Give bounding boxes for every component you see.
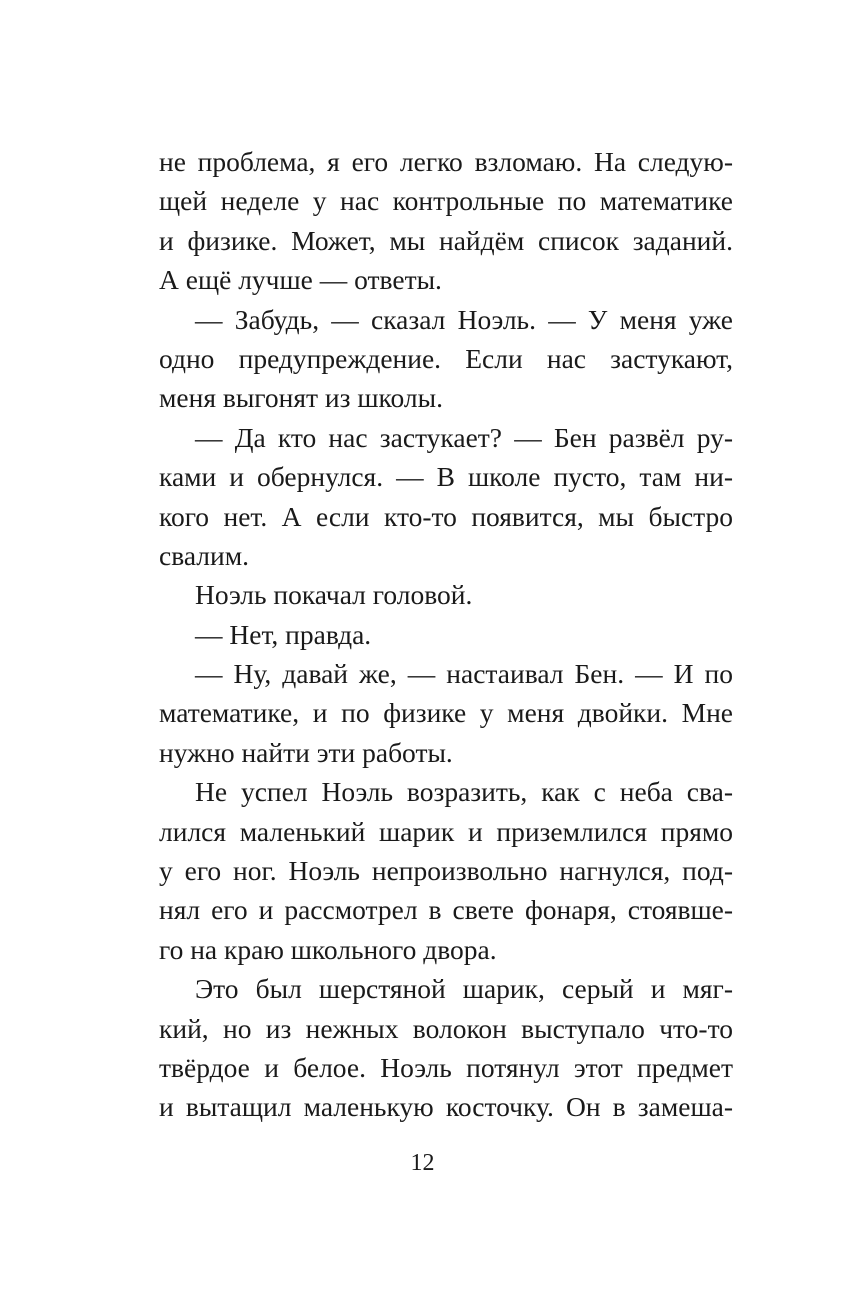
text-line: Не успел Ноэль возразить, как с неба сва- [195,776,733,808]
text-line: Ноэль покачал головой. [195,579,473,611]
text-line: щей неделе у нас контрольные по математике [159,185,733,217]
text-line: Это был шерстяной шарик, серый и мяг- [195,973,733,1005]
text-line: одно предупреждение. Если нас застукают, [159,342,733,374]
text-line: не проблема, я его легко взломаю. На следую- [159,146,733,177]
text-line: лился маленький шарик и приземлился прямо [159,815,733,847]
text-line: — Забудь, — сказал Ноэль. — У меня уже [195,303,733,335]
text-line: А ещё лучше — ответы. [159,264,442,296]
text-line: свалим. [159,539,249,571]
text-line: кий, но из нежных волокон выступало что-то [159,1012,733,1044]
text-line: математике, и по физике у меня двойки. Мне [159,697,733,729]
text-line: го на краю школьного двора. [159,933,497,965]
text-line: у его ног. Ноэль непроизвольно нагнулся, под- [159,855,733,887]
text-line: нял его и рассмотрел в свете фонаря, стоявше- [159,894,733,926]
text-line: кого нет. А если кто-то появится, мы быстро [159,500,733,532]
text-line: твёрдое и белое. Ноэль потянул этот предмет [159,1051,733,1083]
text-line: — Ну, давай же, — настаивал Бен. — И по [195,658,733,690]
text-line: нужно найти эти работы. [159,736,453,768]
text-line: меня выгонят из школы. [159,382,443,414]
text-line: и вытащил маленькую косточку. Он в замеша- [159,1091,733,1123]
text-line: ками и обернулся. — В школе пусто, там ни- [159,461,733,493]
text-line: — Нет, правда. [195,618,372,650]
text-line: — Да кто нас застукает? — Бен развёл ру- [195,421,733,453]
text-line: и физике. Может, мы найдём список заданий. [159,224,733,256]
page-number: 12 [410,1150,435,1176]
page-body-text [159,142,733,1127]
